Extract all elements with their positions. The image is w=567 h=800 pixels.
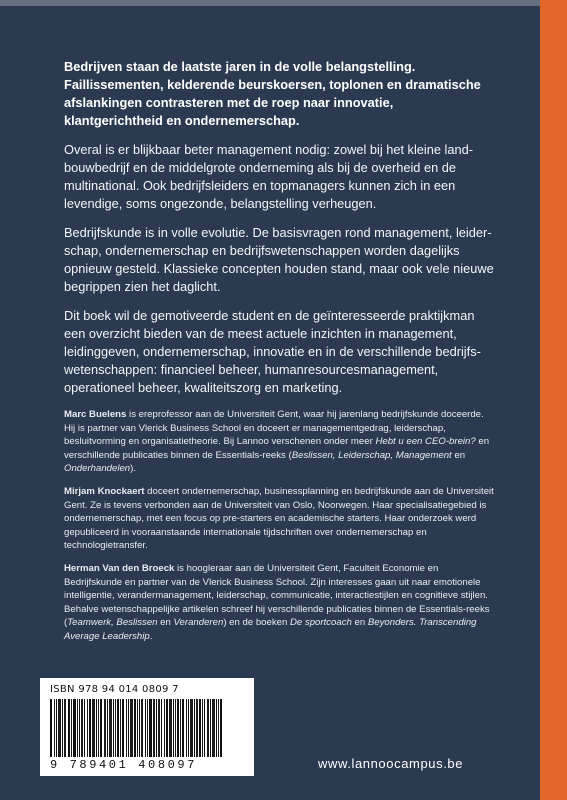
barcode-bar	[81, 699, 83, 757]
barcode-bar	[134, 699, 136, 757]
barcode-bar	[204, 699, 205, 757]
barcode-bar	[130, 699, 133, 757]
barcode-bar	[177, 699, 179, 757]
barcode-bar	[175, 699, 176, 757]
barcode-bar	[156, 699, 157, 757]
top-edge	[0, 0, 540, 6]
barcode-bar	[218, 699, 219, 757]
barcode-bar	[147, 699, 148, 757]
barcode-digits: 9 789401 408097	[50, 758, 198, 772]
barcode-bar	[71, 699, 72, 757]
barcode-bar	[92, 699, 95, 757]
barcode-bar	[164, 699, 165, 757]
barcode-bar	[158, 699, 160, 757]
barcode-bar	[194, 699, 195, 757]
barcode-bar	[128, 699, 129, 757]
barcode-bar	[107, 699, 108, 757]
barcode-bar	[98, 699, 99, 757]
barcode-bar	[79, 699, 80, 757]
barcode-bar	[145, 699, 146, 757]
barcode-bar	[126, 699, 127, 757]
barcode-bar	[216, 699, 217, 757]
paragraph-management: Overal is er blijkbaar beter management nodig: zowel bij het kleine landbouwbedrijf en de middelgrote onderneming als bij de overheid en de multinational. Ook bedrijfsleiders en topmanagers kunnen zich in een levendige, soms ongezonde, belangstelling verheugen.	[64, 142, 474, 211]
barcode-bar	[96, 699, 97, 757]
barcode-bar	[190, 699, 193, 757]
barcode-bar	[207, 699, 209, 757]
barcode-bar	[87, 699, 88, 757]
barcode-bar	[100, 699, 102, 757]
author-bio-vandenbroeck: Herman Van den Broeck is hoogleraar aan de Universiteit Gent, Faculteit Economie en Bedrijfskunde en partner van de Vlerick Business School. Zijn interesses gaan uit naar emotionele intelligentie, verandermanagement, leiderschap, communicatie, interactiestijlen en cognitieve stijlen. Behalve wetenschappelijke artikelen schreef hij verschillende publicaties binnen de Essentials-reeks (Teamwerk, Beslissen en Veranderen) en de boeken De sportcoach en Beyonders. Transcending Average Leadership.	[64, 562, 490, 642]
barcode-bar	[188, 699, 189, 757]
barcode-bar	[210, 699, 211, 757]
barcode-bar	[141, 699, 143, 757]
barcode-bar	[50, 699, 52, 757]
barcode-bar	[120, 699, 121, 757]
barcode-bar	[169, 699, 172, 757]
paragraph-evolution: Bedrijfskunde is in volle evolutie. De basisvragen rond management, leiderschap, ondernemerschap en bedrijfswetenschappen worden dagelijks opnieuw gesteld. Klassieke concepten houden stand, maar ook vele nieuwe begrippen zien het daglicht.	[64, 225, 494, 294]
barcode-bars	[50, 699, 244, 757]
barcode-bar	[84, 699, 85, 757]
barcode-bar	[137, 699, 138, 757]
author-name: Mirjam Knockaert	[64, 485, 145, 497]
orange-spine-stripe	[540, 0, 567, 800]
barcode-bar	[115, 699, 116, 757]
barcode-bar	[54, 699, 55, 757]
barcode-bar	[117, 699, 119, 757]
barcode-bar	[212, 699, 215, 757]
barcode-bar	[58, 699, 61, 757]
blurb-content	[64, 58, 494, 653]
barcode-bar	[202, 699, 203, 757]
barcode-bar	[173, 699, 174, 757]
barcode-bar	[149, 699, 152, 757]
barcode-bar	[220, 699, 222, 757]
barcode-bar	[56, 699, 57, 757]
barcode-bar	[89, 699, 91, 757]
barcode-bar	[104, 699, 106, 757]
barcode-bar	[199, 699, 201, 757]
barcode-bar	[62, 699, 63, 757]
barcode-bar	[109, 699, 112, 757]
barcode-bar	[196, 699, 198, 757]
barcode-bar	[186, 699, 187, 757]
barcode-bar	[73, 699, 76, 757]
publisher-website[interactable]: www.lannoocampus.be	[318, 756, 464, 771]
author-name: Herman Van den Broeck	[64, 562, 175, 574]
lead-paragraph: Bedrijven staan de laatste jaren in de volle belangstelling. Faillissementen, kelderende beurskoersen, toplonen en dramatische afslankingen contrasteren met de roep naar innovatie, klantgerichtheid en ondernemerschap.	[64, 59, 481, 128]
barcode-bar	[64, 699, 66, 757]
barcode-bar	[113, 699, 114, 757]
barcode-bar	[139, 699, 140, 757]
barcode-bar	[180, 699, 181, 757]
barcode-bar	[68, 699, 70, 757]
isbn-barcode	[40, 678, 254, 776]
barcode-bar	[77, 699, 78, 757]
paragraph-book-purpose: Dit boek wil de gemotiveerde student en de geïnteresseerde praktijkman een overzicht bieden van de meest actuele inzichten in management, leidinggeven, ondernemerschap, innovatie en in de verschillende bedrijfswetenschappen: financieel beheer, humanresourcesmanagement, operationeel beheer, kwaliteitszorg en marketing.	[64, 308, 481, 395]
barcode-bar	[161, 699, 162, 757]
barcode-bar	[153, 699, 155, 757]
author-bio-buelens: Marc Buelens is ereprofessor aan de Universiteit Gent, waar hij jarenlang bedrijfskunde doceerde. Hij is partner van Vlerick Business School en doceert er managementgedrag, leiderschap, besluitvorming en organisatietheorie. Bij Lannoo verschenen onder meer Hebt u een CEO-brein? en verschillende publicaties binnen de Essentials-reeks (Beslissen, Leiderschap, Management en Onderhandelen).	[64, 409, 490, 475]
barcode-bar	[122, 699, 124, 757]
author-bio-knockaert: Mirjam Knockaert doceert ondernemerschap, businessplanning en bedrijfskunde aan de Universiteit Gent. Ze is tevens verbonden aan de Universiteit van Oslo, Noorwegen. Haar specialisatiegebied is ondernemerschap, met een focus op pre-starters en academische starters. Haar onderzoek werd gepubliceerd in vooraanstaande internationale tijdschriften over ondernemerschap en technologietransfer.	[64, 485, 494, 552]
barcode-bar	[166, 699, 168, 757]
author-name: Marc Buelens	[64, 409, 127, 420]
isbn-number: ISBN 978 94 014 0809 7	[50, 684, 179, 695]
barcode-bar	[182, 699, 184, 757]
